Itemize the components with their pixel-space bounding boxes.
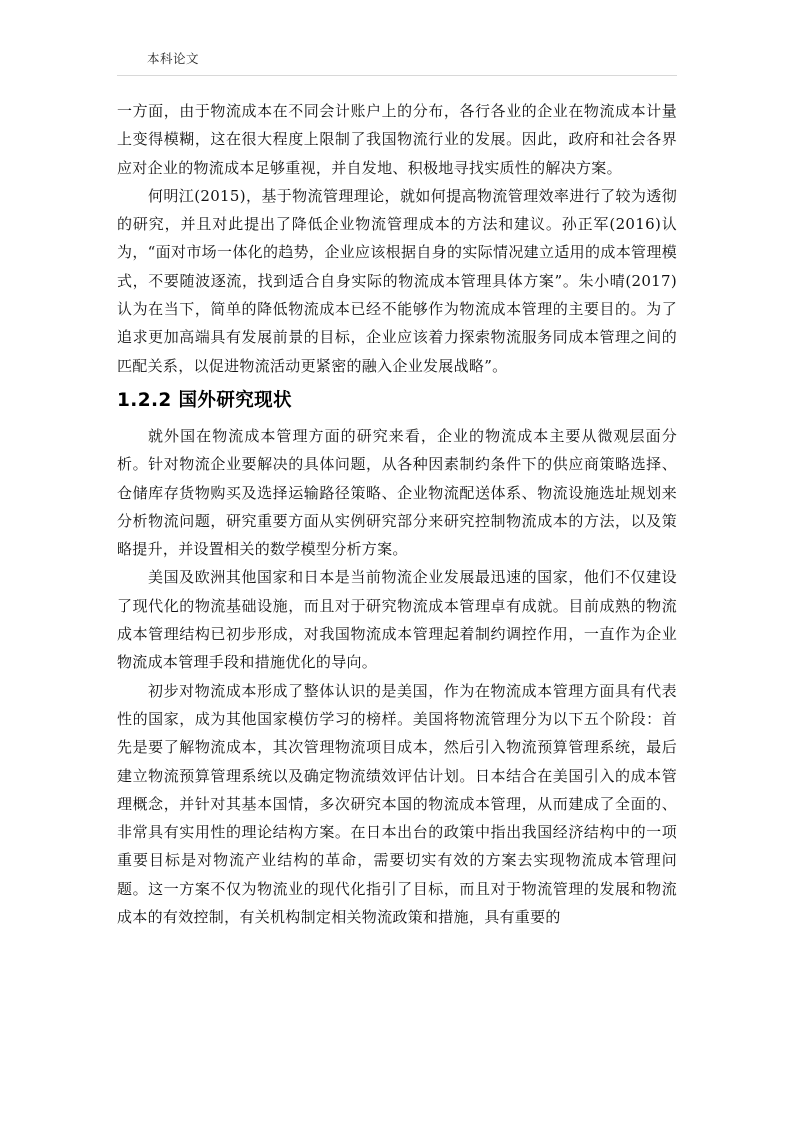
section-heading: 1.2.2 国外研究现状 (117, 389, 292, 411)
body-text (117, 97, 677, 931)
paragraph-domestic-literature: 何明江(2015)，基于物流管理理论，就如何提高物流管理效率进行了较为透彻的研究，并且对此提出了降低企业物流管理成本的方法和建议。孙正军(2016)认为，“面对市场一体化的趋势，企业应该根据自身的实际情况建立适用的成本管理模式，不要随波逐流，找到适合自身实际的物流成本管理具体方案”。朱小晴(2017)认为在当下，简单的降低物流成本已经不能够作为物流成本管理的主要目的。为了追求更加高端具有发展前景的目标，企业应该着力探索物流服务同成本管理之间的匹配关系，以促进物流活动更紧密的融入企业发展战略”。 (117, 186, 677, 375)
paragraph-continued: 一方面，由于物流成本在不同会计账户上的分布，各行各业的企业在物流成本计量上变得模糊，这在很大程度上限制了我国物流行业的发展。因此，政府和社会各界应对企业的物流成本足够重视，并自发地、积极地寻找实质性的解决方案。 (117, 102, 677, 177)
header-divider (117, 75, 677, 76)
paragraph-us-japan-stages: 初步对物流成本形成了整体认识的是美国，作为在物流成本管理方面具有代表性的国家，成为其他国家模仿学习的榜样。美国将物流管理分为以下五个阶段：首先是要了解物流成本，其次管理物流项目成本，然后引入物流预算管理系统，最后建立物流预算管理系统以及确定物流绩效评估计划。日本结合在美国引入的成本管理概念，并针对其基本国情，多次研究本国的物流成本管理，从而建成了全面的、非常具有实用性的理论结构方案。在日本出台的政策中指出我国经济结构中的一项重要目标是对物流产业结构的革命，需要切实有效的方案去实现物流成本管理问题。这一方案不仅为物流业的现代化指引了目标，而且对于物流管理的发展和物流成本的有效控制，有关机构制定相关物流政策和措施，具有重要的 (117, 681, 677, 927)
paragraph-us-europe-japan: 美国及欧洲其他国家和日本是当前物流企业发展最迅速的国家，他们不仅建设了现代化的物流基础设施，而且对于研究物流成本管理卓有成就。目前成熟的物流成本管理结构已初步形成，对我国物流成本管理起着制约调控作用，一直作为企业物流成本管理手段和措施优化的导向。 (117, 568, 677, 672)
paragraph-foreign-overview: 就外国在物流成本管理方面的研究来看，企业的物流成本主要从微观层面分析。针对物流企业要解决的具体问题，从各种因素制约条件下的供应商策略选择、仓储库存货物购买及选择运输路径策略、企业物流配送体系、物流设施选址规划来分析物流问题，研究重要方面从实例研究部分来研究控制物流成本的方法，以及策略提升，并设置相关的数学模型分析方案。 (117, 426, 677, 559)
running-header: 本科论文 (147, 51, 200, 66)
